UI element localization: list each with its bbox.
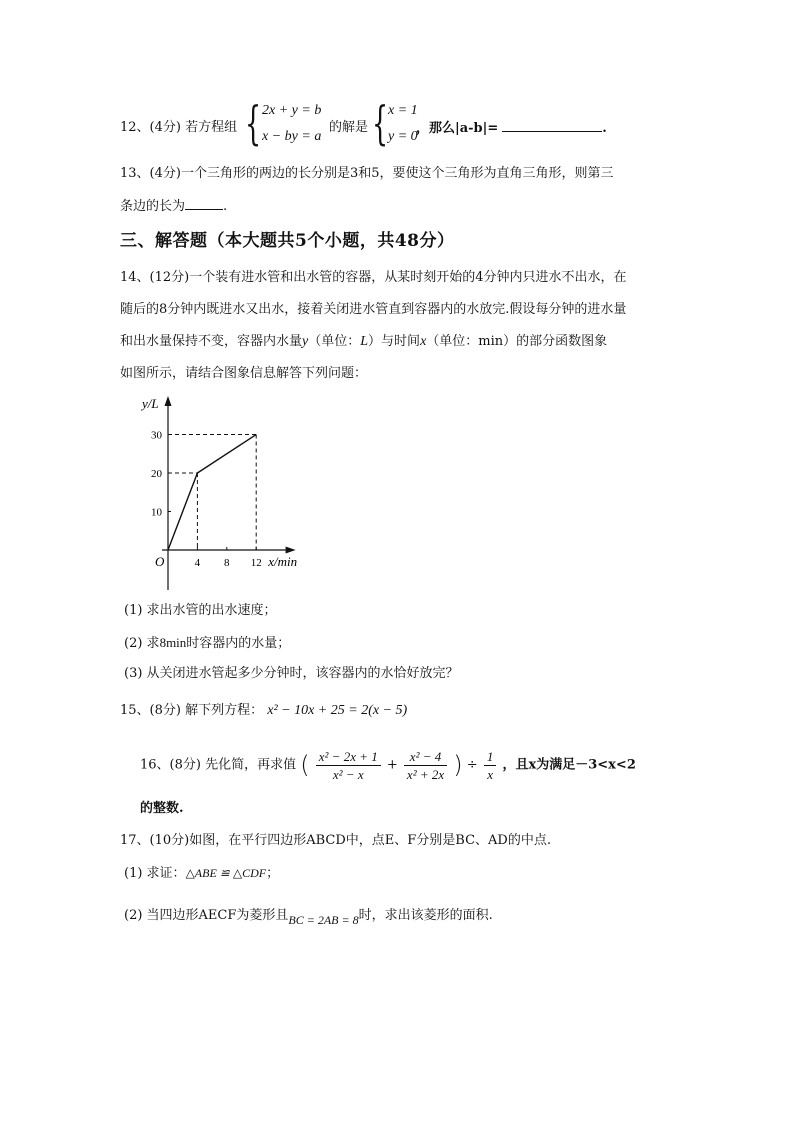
q12-lead: 若方程组 xyxy=(185,120,238,135)
q12-brace-left: { xyxy=(245,96,262,150)
q12-text xyxy=(120,119,237,137)
q16-plus: + xyxy=(386,757,398,773)
q17-line1: 17、(10分)如图，在平行四边形ABCD中，点E、F分别是BC、AD的中点. xyxy=(120,833,551,848)
q12-answer-blank[interactable] xyxy=(502,119,602,132)
q14-sub2-c: 时容器内的水量； xyxy=(186,636,291,651)
y-axis-label: y/L xyxy=(142,396,159,411)
x-axis-arrow xyxy=(286,547,296,554)
q14-sub2 xyxy=(124,634,290,653)
x-tick-label: 12 xyxy=(250,557,262,569)
q17-sub1-c: ； xyxy=(266,866,280,881)
q16-div: ÷ xyxy=(466,757,478,773)
q15-equation: x² − 10x + 25 = 2(x − 5) xyxy=(267,703,408,718)
q16-f1-den: x² − x xyxy=(332,766,364,782)
q12-number: 12、(4分) xyxy=(120,120,181,135)
q14-line3-a: 和出水量保持不变，容器内水量 xyxy=(120,334,303,349)
q16-f3-den: x xyxy=(487,766,493,782)
x-tick-label: 4 xyxy=(194,557,201,569)
q17-sub2-a: (2) 当四边形AECF为菱形且 xyxy=(124,908,289,923)
q12-eq2: x − by = a xyxy=(262,129,322,144)
q14-unit-L: L xyxy=(360,334,369,349)
q13-line2-text: 条边的长为 xyxy=(120,199,186,214)
q17-sub2 xyxy=(124,906,493,925)
q13-end: . xyxy=(223,199,228,214)
q16-tail: ，且x为满足－3<x<2 xyxy=(502,757,636,773)
q12-tail-line xyxy=(416,119,607,138)
series-line-water xyxy=(168,435,256,551)
y-tick-label: 20 xyxy=(151,468,162,480)
q12-sol1: x = 1 xyxy=(388,103,418,118)
q13-line2 xyxy=(120,197,227,216)
q14-var-y: y xyxy=(302,334,309,349)
q14-line3-d: （单位：min）的部分函数图象 xyxy=(426,334,608,349)
q14-sub2-b: 8min xyxy=(159,635,187,650)
q14-line3-b: （单位： xyxy=(308,334,361,349)
section3-title: 三、解答题（本大题共5个小题，共48分） xyxy=(120,231,455,251)
q17-sub1-a: (1) 求证： xyxy=(124,866,186,881)
q14-line1: 14、(12分)一个装有进水管和出水管的容器，从某时刻开始的4分钟内只进水不出水，在 xyxy=(120,270,627,285)
origin-label: O xyxy=(155,554,165,569)
q14-var-x: x xyxy=(420,334,427,349)
q16-fraction-3 xyxy=(484,748,497,783)
q17-sub2-c: 时，求出该菱形的面积. xyxy=(358,908,493,923)
q12-tail: ，那么|a-b|= xyxy=(416,121,499,136)
q16 xyxy=(140,742,636,789)
q16-line2: 的整数. xyxy=(140,801,184,816)
q16-label: 16、(8分) 先化简，再求值 xyxy=(140,757,297,773)
q14-line4: 如图所示，请结合图象信息解答下列问题： xyxy=(120,366,368,381)
q14-line3-c: ）与时间 xyxy=(368,334,421,349)
q16-f3-num: 1 xyxy=(484,748,497,766)
q14-graph xyxy=(130,392,320,592)
q16-paren-close: ) xyxy=(453,751,463,779)
q14-sub1: (1) 求出水管的出水速度； xyxy=(124,603,277,618)
y-tick-label: 30 xyxy=(151,429,162,442)
q13-line1: 13、(4分)一个三角形的两边的长分别是3和5，要使这个三角形为直角三角形，则第三 xyxy=(120,166,614,181)
q14-sub3: (3) 从关闭进水管起多少分钟时，该容器内的水恰好放完？ xyxy=(124,666,459,681)
q17-sub1 xyxy=(124,864,279,883)
q15 xyxy=(120,702,407,720)
q16-fraction-2 xyxy=(404,748,447,783)
q14-line3 xyxy=(120,333,607,351)
q17-congruence: △ABE ≌ △CDF xyxy=(185,866,267,880)
q12-sol2: y = 0 xyxy=(388,129,418,144)
q16-f2-den: x² + 2x xyxy=(406,766,445,782)
q17-condition: BC = 2AB = 8 xyxy=(288,913,359,927)
q16-f2-num: x² − 4 xyxy=(404,748,447,766)
q14-sub2-a: (2) 求 xyxy=(124,636,160,651)
q12-mid: 的解是 xyxy=(329,120,369,135)
q12-end: . xyxy=(602,121,607,136)
q16-f1-num: x² − 2x + 1 xyxy=(316,748,381,766)
y-axis-arrow xyxy=(165,396,172,406)
q16-paren-open: ( xyxy=(300,751,310,779)
q15-label: 15、(8分) 解下列方程： xyxy=(120,703,264,718)
x-tick-label: 8 xyxy=(224,557,230,569)
q12-eq1: 2x + y = b xyxy=(262,103,322,118)
q14-line2: 随后的8分钟内既进水又出水，接着关闭进水管直到容器内的水放完.假设每分钟的进水量 xyxy=(120,302,627,317)
x-axis-label: x/min xyxy=(268,554,298,569)
q16-fraction-1 xyxy=(316,748,381,783)
y-tick-label: 10 xyxy=(151,506,162,519)
q13-answer-blank[interactable] xyxy=(185,197,223,210)
q12-brace-right: { xyxy=(372,96,389,150)
